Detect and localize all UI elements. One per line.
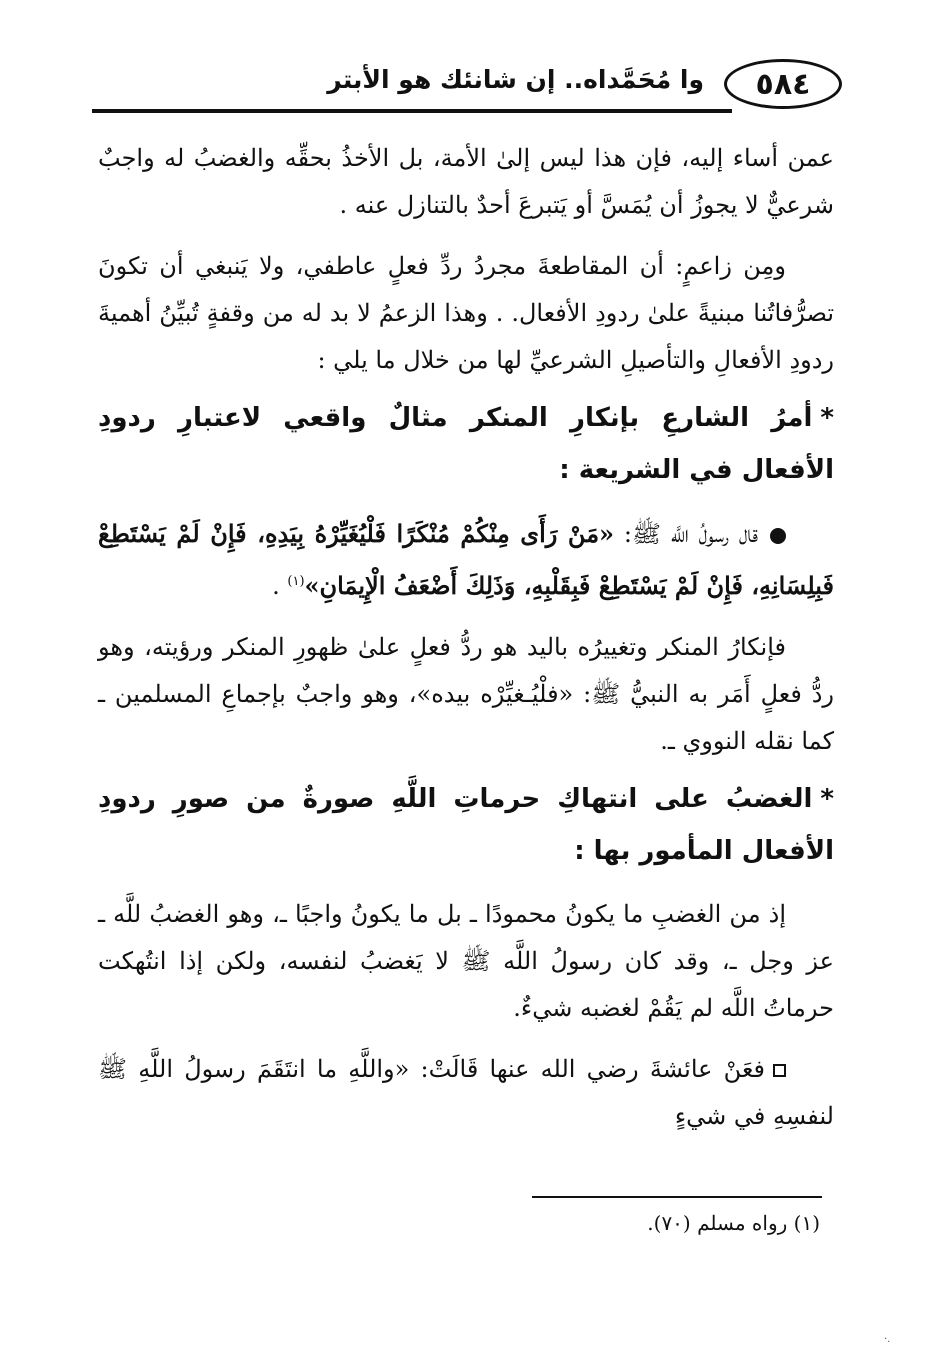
bullet-intro: قال رسولُ اللَّه ﷺ:: [623, 520, 758, 548]
paragraph-5-text: فعَنْ عائشةَ رضي الله عنها قَالَتْ: «واللَّهِ ما انتَقَمَ رسولُ اللَّهِ ﷺ لنفسِهِ في شيءٍ: [98, 1055, 834, 1130]
section-heading-2: [98, 773, 834, 877]
section-heading-1-text: أمرُ الشارعِ بإنكارِ المنكر مثالٌ واقعي لاعتبارِ ردودِ الأفعال في الشريعة :: [98, 403, 834, 485]
paragraph-5: [98, 1046, 834, 1140]
paragraph-1: عمن أساء إليه، فإن هذا ليس إلىٰ الأمة، بل الأخذُ بحقِّه والغضبُ له واجبٌ شرعيٌّ لا يجوزُ أن يُمَسَّ أو يَتبرعَ أحدٌ بالتنازل عنه .: [98, 144, 834, 219]
paragraph-4: إذ من الغضبِ ما يكونُ محمودًا ـ بل ما يكونُ واجبًا ـ، وهو الغضبُ للَّه ـ عز وجل ـ، وقد كان رسولُ اللَّه ﷺ لا يَغضبُ لنفسه، ولكن إذا انتُهكت حرماتُ اللَّه لم يَقُمْ لغضبه شيءٌ.: [98, 900, 834, 1022]
page-number: ٥٨٤: [724, 59, 842, 109]
bullet-item: [98, 510, 834, 610]
asterisk-icon: *: [820, 403, 834, 433]
page-header: [92, 55, 842, 117]
hadith-quote: «مَنْ رَأَى مِنْكُمْ مُنْكَرًا فَلْيُغَيِّرْهُ بِيَدِهِ، فَإِنْ لَمْ يَسْتَطِعْ فَبِلِسَانِهِ، فَإِنْ لَمْ يَسْتَطِعْ فَبِقَلْبِهِ، وَذَلِكَ أَضْعَفُ الْإِيمَانِ»: [98, 519, 834, 600]
square-bullet-icon: [773, 1064, 786, 1077]
paragraph-3: فإنكارُ المنكر وتغييرُه باليد هو ردُّ فعلٍ علىٰ ظهورِ المنكر ورؤيته، وهو ردُّ فعلٍ أَمَر به النبيُّ ﷺ: «فلْيُـغيِّرْه بيده»، وهو واجبٌ بإجماعِ المسلمين ـ كما نقله النووي ـ.: [98, 633, 834, 755]
footnote-marker: (١): [287, 574, 305, 589]
section-heading-1: [98, 392, 834, 496]
bullet-end: .: [272, 572, 280, 600]
paragraph-2: ومِن زاعمٍ: أن المقاطعةَ مجردُ ردِّ فعلٍ عاطفي، ولا يَنبغي أن تكونَ تصرُّفاتُنا مبنيةً علىٰ ردودِ الأفعال. . وهذا الزعمُ لا بد له من وقفةٍ تُبيِّنُ أهميةَ ردودِ الأفعالِ والتأصيلِ الشرعيِّ لها من خلال ما يلي :: [98, 252, 834, 374]
running-title: وا مُحَمَّداه.. إن شانئك هو الأبتر: [327, 65, 704, 94]
footnote-separator: [532, 1196, 822, 1198]
scan-speck: .·: [884, 1334, 891, 1345]
asterisk-icon: *: [820, 784, 834, 814]
section-heading-2-text: الغضبُ على انتهاكِ حرماتِ اللَّهِ صورةٌ من صورِ ردودِ الأفعال المأمور بها :: [98, 784, 834, 866]
page-body: [98, 135, 834, 1140]
footnote-1: (١) رواه مسلم (٧٠).: [647, 1211, 820, 1235]
bullet-icon: [770, 528, 786, 544]
header-rule: [92, 109, 732, 113]
